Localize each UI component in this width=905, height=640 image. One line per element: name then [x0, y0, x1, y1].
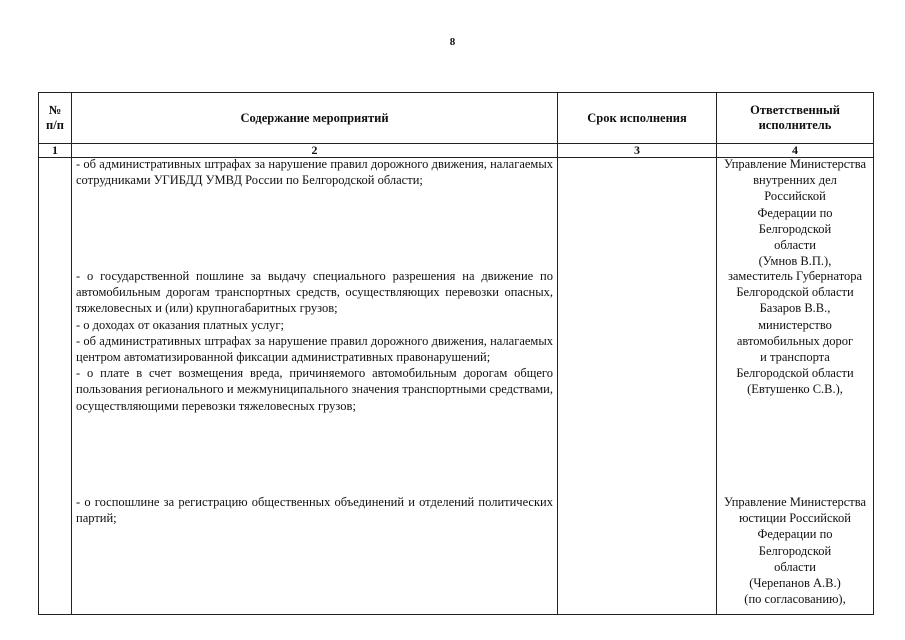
content-block: [76, 156, 553, 188]
responsible-line: Белгородской области: [736, 285, 854, 300]
responsible-line: (Черепанов А.В.): [749, 576, 841, 591]
content-block: [76, 494, 553, 526]
header-num-label: № п/п: [46, 103, 64, 132]
header-content: [72, 93, 558, 144]
responsible-line: (Евтушенко С.В.),: [747, 382, 843, 397]
header-deadline: [558, 93, 717, 144]
responsible-line: Федерации по Белгородской: [757, 205, 833, 236]
content-item: - об административных штрафах за нарушение правил дорожного движения, налагаемых сотрудниками УГИБДД УМВД России по Белгородской области;: [76, 157, 553, 188]
responsible-line: Управление Министерства: [723, 157, 867, 171]
content-block: [76, 268, 553, 414]
page-number: 8: [449, 36, 456, 48]
responsible-line: внутренних дел Российской: [753, 173, 837, 204]
header-content-label: Содержание мероприятий: [240, 110, 389, 125]
responsible-line: юстиции Российской: [739, 511, 851, 526]
content-item: - о доходах от оказания платных услуг;: [76, 317, 284, 332]
responsible-line: заместитель Губернатора: [727, 269, 863, 283]
content-item: - об административных штрафах за нарушение правил дорожного движения, налагаемых центром автоматизированной фиксации административных правонарушений;: [76, 333, 553, 365]
responsible-line: Базаров В.В.,: [759, 301, 831, 316]
content-item: - о государственной пошлине за выдачу специального разрешения на движение по автомобильным дорогам транспортных средств, осуществляющих перевозки опасных, тяжеловесных и (или) крупногабаритных грузов;: [76, 269, 553, 316]
column-number: 2: [72, 144, 558, 158]
responsible-block: [721, 494, 869, 607]
table-header-row: [39, 93, 874, 144]
row-content-cell: [72, 158, 558, 615]
responsible-line: (по согласованию),: [744, 592, 846, 607]
column-number: 1: [39, 144, 72, 158]
responsible-line: автомобильных дорог: [736, 333, 854, 348]
responsible-line: области: [774, 559, 816, 574]
header-deadline-label: Срок исполнения: [587, 110, 687, 125]
table-row: [39, 158, 874, 615]
responsible-line: Федерации по Белгородской: [757, 527, 833, 558]
responsible-line: и транспорта: [760, 350, 830, 365]
responsible-block: [721, 156, 869, 269]
row-num-cell: [39, 158, 72, 615]
responsible-line: Управление Министерства: [723, 495, 867, 509]
responsible-line: (Умнов В.П.),: [758, 254, 832, 269]
content-item: - о плате в счет возмещения вреда, причиняемого автомобильным дорогам общего пользования регионального и межмуниципального значения транспортными средствами, осуществляющими перевозки тяжеловесных грузов;: [76, 366, 553, 413]
responsible-line: Белгородской области: [736, 366, 854, 381]
responsible-block: [721, 268, 869, 398]
responsible-line: министерство: [758, 317, 832, 332]
header-responsible: [717, 93, 874, 144]
header-num: [39, 93, 72, 144]
row-responsible-cell: [717, 158, 874, 615]
content-item: - о госпошлине за регистрацию общественных объединений и отделений политических партий;: [76, 495, 553, 526]
measures-table: [38, 92, 874, 615]
responsible-line: области: [774, 238, 816, 253]
header-responsible-label: Ответственный исполнитель: [750, 103, 840, 132]
column-number: 4: [717, 144, 874, 158]
row-deadline-cell: [558, 158, 717, 615]
column-number: 3: [558, 144, 717, 158]
